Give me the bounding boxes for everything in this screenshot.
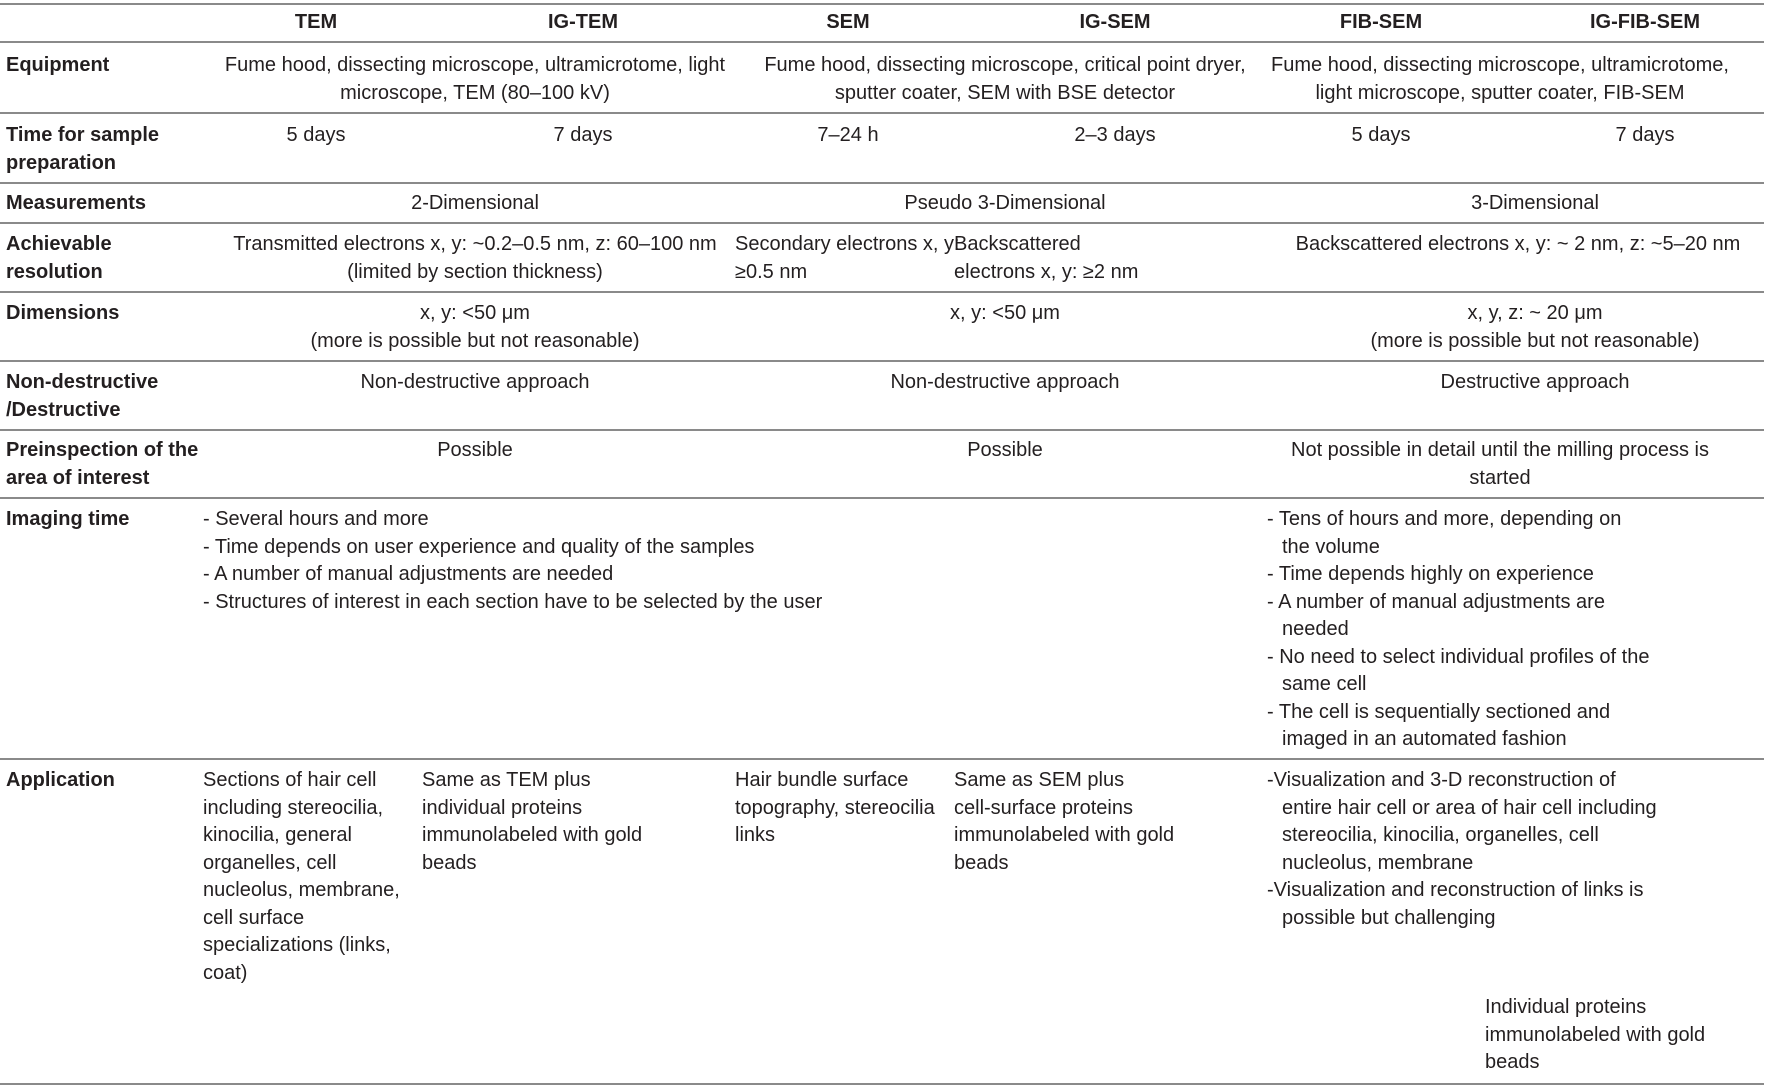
time-prep-ig-sem: 2–3 days <box>1074 124 1156 146</box>
time-prep-tem: 5 days <box>286 124 346 146</box>
row-label-achievable-resolution: Achievable resolution <box>6 233 112 283</box>
time-prep-ig-fib-sem: 7 days <box>1615 124 1675 146</box>
imaging-time-tem-list <box>203 506 822 616</box>
time-prep-fib-sem: 5 days <box>1351 124 1411 146</box>
equipment-fib-cell: Fume hood, dissecting microscope, ultramicrotome, light microscope, sputter coater, FIB-SEM <box>1271 54 1729 104</box>
list-item: needed <box>1282 618 1349 640</box>
list-item: - A number of manual adjustments are <box>1267 590 1605 613</box>
resolution-sem-secondary: Secondary electrons x, y: ≥0.5 nm <box>735 233 960 283</box>
row-label-time-for-sample-preparation: Time for sample preparation <box>6 124 160 174</box>
table-rule <box>0 497 1764 499</box>
table-rule <box>0 222 1764 224</box>
destructive-fib: Destructive approach <box>1440 371 1630 393</box>
application-tem: Sections of hair cell including stereocilia, kinocilia, general organelles, cell nucleolus, membrane, cell surface specializations (links, coat) <box>203 769 400 984</box>
application-ig-fib-sem: Individual proteins immunolabeled with gold beads <box>1485 996 1706 1073</box>
column-header-tem: TEM <box>294 11 338 33</box>
resolution-tem: Transmitted electrons x, y: ~0.2–0.5 nm, z: 60–100 nm (limited by section thickness) <box>233 233 717 283</box>
table-rule-bottom <box>0 1083 1764 1085</box>
resolution-sem-backscattered: Backscattered electrons x, y: ≥2 nm <box>954 233 1139 283</box>
column-header-sem: SEM <box>826 11 870 33</box>
row-label-application: Application <box>6 769 115 791</box>
list-item: - Tens of hours and more, depending on <box>1267 508 1622 530</box>
row-label-equipment: Equipment <box>6 54 110 76</box>
equipment-sem-cell: Fume hood, dissecting microscope, critical point dryer, sputter coater, SEM with BSE detector <box>764 54 1246 104</box>
column-header-ig-tem: IG-TEM <box>548 11 618 33</box>
row-label-measurements: Measurements <box>6 192 147 214</box>
equipment-tem-cell: Fume hood, dissecting microscope, ultramicrotome, light microscope, TEM (80–100 kV) <box>224 54 726 104</box>
imaging-time-fib-list <box>1267 506 1649 754</box>
table-rule <box>0 758 1764 760</box>
application-ig-sem: Same as SEM plus cell-surface proteins immunolabeled with gold beads <box>954 769 1175 874</box>
time-prep-ig-tem: 7 days <box>553 124 613 146</box>
resolution-fib: Backscattered electrons x, y: ~ 2 nm, z: ~5–20 nm <box>1295 233 1741 255</box>
application-sem: Hair bundle surface topography, stereocilia links <box>735 769 935 846</box>
preinspection-tem: Possible <box>437 439 513 461</box>
table-rule <box>0 41 1764 43</box>
table-rule <box>0 291 1764 293</box>
table-rule <box>0 182 1764 184</box>
row-label-imaging-time: Imaging time <box>6 508 130 530</box>
table-rule-top <box>0 3 1764 5</box>
column-header-ig-sem: IG-SEM <box>1079 11 1151 33</box>
list-item: - A number of manual adjustments are needed <box>203 563 614 585</box>
row-label-preinspection: Preinspection of the area of interest <box>6 439 199 489</box>
row-label-dimensions: Dimensions <box>6 302 120 324</box>
list-item: the volume <box>1282 535 1380 558</box>
preinspection-sem: Possible <box>967 439 1043 461</box>
dimensions-tem: x, y: <50 μm (more is possible but not reasonable) <box>310 302 640 352</box>
list-item: - No need to select individual profiles of the <box>1267 645 1650 668</box>
list-item: - Structures of interest in each section have to be selected by the user <box>203 590 823 613</box>
column-header-fib-sem: FIB-SEM <box>1339 11 1423 33</box>
measurements-tem: 2-Dimensional <box>411 192 539 214</box>
list-item: - Time depends on user experience and quality of the samples <box>203 535 755 558</box>
list-item: - Time depends highly on experience <box>1267 563 1594 585</box>
destructive-sem: Non-destructive approach <box>890 371 1120 393</box>
list-item: - Several hours and more <box>203 508 429 530</box>
list-item: same cell <box>1282 673 1367 695</box>
table-rule <box>0 360 1764 362</box>
column-header-ig-fib-sem: IG-FIB-SEM <box>1590 11 1700 33</box>
measurements-fib: 3-Dimensional <box>1471 192 1599 214</box>
dimensions-fib: x, y, z: ~ 20 μm (more is possible but not reasonable) <box>1370 302 1700 352</box>
time-prep-sem: 7–24 h <box>817 124 879 146</box>
application-ig-tem: Same as TEM plus individual proteins immunolabeled with gold beads <box>422 769 643 874</box>
destructive-tem: Non-destructive approach <box>360 371 590 393</box>
list-item: imaged in an automated fashion <box>1282 728 1567 750</box>
preinspection-fib: Not possible in detail until the milling process is started <box>1291 439 1709 489</box>
row-label-non-destructive-destructive: Non-destructive /Destructive <box>6 371 159 421</box>
table-rule <box>0 429 1764 431</box>
table-rule <box>0 112 1764 114</box>
application-fib-sem: -Visualization and 3-D reconstruction of entire hair cell or area of hair cell including stereocilia, kinocilia, organelles, cell nucleolus, membrane -Visualization and reconstruction of links is possible but challenging <box>1267 769 1657 929</box>
list-item: - The cell is sequentially sectioned and <box>1267 700 1611 723</box>
dimensions-sem: x, y: <50 μm <box>950 302 1060 324</box>
measurements-sem: Pseudo 3-Dimensional <box>904 192 1106 214</box>
